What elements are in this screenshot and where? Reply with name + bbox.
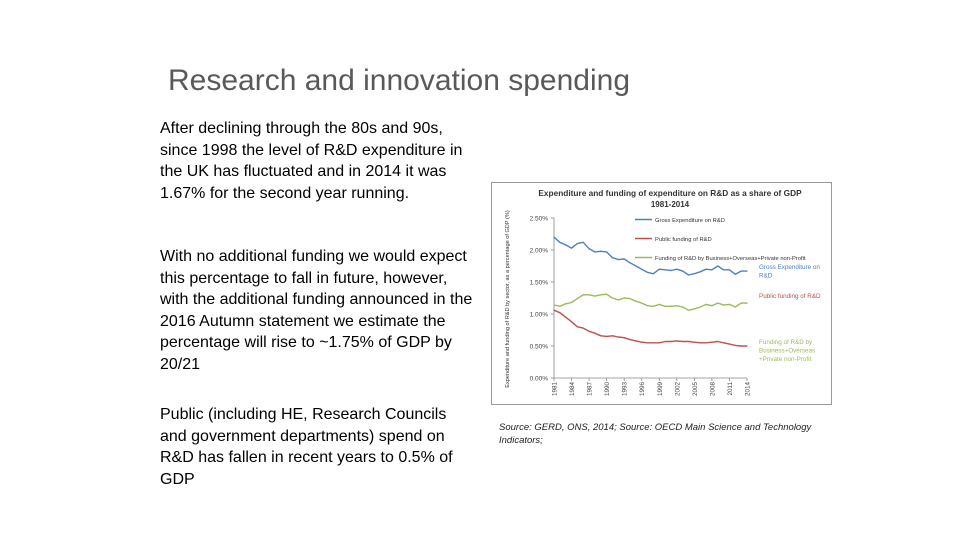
- data-point: [676, 269, 677, 270]
- data-point: [694, 342, 695, 343]
- data-point: [612, 335, 613, 336]
- data-point: [682, 341, 683, 342]
- series-end-label: R&D: [759, 272, 773, 280]
- paragraph-forecast: With no additional funding we would expect this percentage to fall in future, however, with the additional funding announced in the 2016 Autumn statement we estimate the percentage will rise to ~1.75% of GDP by 20/21: [160, 248, 473, 373]
- data-point: [670, 306, 671, 307]
- data-point: [735, 274, 736, 275]
- data-point: [583, 242, 584, 243]
- x-tick-label: 1981: [551, 382, 559, 397]
- data-point: [741, 345, 742, 346]
- data-point: [635, 265, 636, 266]
- chart-title: Expenditure and funding of expenditure on R&D as a share of GDP: [538, 188, 802, 198]
- data-point: [665, 269, 666, 270]
- data-point: [553, 304, 554, 305]
- data-point: [741, 303, 742, 304]
- data-point: [624, 297, 625, 298]
- data-point: [600, 251, 601, 252]
- data-point: [717, 265, 718, 266]
- data-point: [688, 274, 689, 275]
- data-point: [618, 299, 619, 300]
- data-point: [583, 327, 584, 328]
- data-point: [676, 340, 677, 341]
- data-point: [571, 302, 572, 303]
- data-point: [694, 273, 695, 274]
- data-point: [735, 345, 736, 346]
- data-point: [641, 303, 642, 304]
- data-point: [594, 295, 595, 296]
- data-point: [676, 305, 677, 306]
- data-point: [606, 251, 607, 252]
- y-tick-label: 1.00%: [529, 311, 548, 319]
- chart-subtitle: 1981-2014: [650, 200, 690, 209]
- data-point: [635, 340, 636, 341]
- data-point: [659, 342, 660, 343]
- legend-label: Funding of R&D by Business+Overseas+Private non-Profit: [655, 256, 806, 262]
- source-note: Source: GERD, ONS, 2014; Source: OECD Main Science and Technology Indicators;: [499, 422, 812, 446]
- legend-label: Public funding of R&D: [655, 237, 712, 243]
- slide-title: Research and innovation spending: [168, 64, 630, 97]
- data-point: [705, 269, 706, 270]
- data-point: [594, 251, 595, 252]
- data-point: [729, 269, 730, 270]
- y-tick-label: 1.50%: [529, 279, 548, 287]
- y-tick-label: 0.00%: [529, 375, 548, 383]
- y-axis-title: Expenditure and funding of R&D by sector, as a percentage of GDP (%): [505, 210, 511, 388]
- x-tick-label: 1987: [586, 382, 594, 397]
- legend-label: Gross Expenditure on R&D: [655, 218, 725, 224]
- data-point: [629, 262, 630, 263]
- paragraph-public-spend: Public (including HE, Research Councils and government departments) spend on R&D has fallen in recent years to 0.5% of GDP: [160, 406, 453, 488]
- x-tick-label: 1993: [621, 382, 629, 397]
- data-point: [606, 294, 607, 295]
- data-point: [559, 306, 560, 307]
- data-point: [583, 294, 584, 295]
- series-end-label: +Private non-Profit: [759, 356, 812, 363]
- data-point: [577, 326, 578, 327]
- y-tick-label: 2.50%: [529, 215, 548, 223]
- data-point: [711, 269, 712, 270]
- data-point: [647, 305, 648, 306]
- data-point: [577, 298, 578, 299]
- x-tick-label: 2011: [726, 382, 734, 396]
- data-point: [635, 301, 636, 302]
- data-point: [553, 237, 554, 238]
- data-point: [559, 312, 560, 313]
- data-point: [700, 342, 701, 343]
- data-point: [711, 342, 712, 343]
- data-point: [694, 308, 695, 309]
- x-tick-label: 2002: [674, 382, 682, 397]
- data-point: [577, 243, 578, 244]
- data-point: [647, 342, 648, 343]
- data-point: [700, 271, 701, 272]
- data-point: [565, 244, 566, 245]
- data-point: [659, 304, 660, 305]
- y-tick-label: 2.00%: [529, 247, 548, 255]
- data-point: [682, 306, 683, 307]
- data-point: [641, 269, 642, 270]
- data-point: [741, 271, 742, 272]
- data-point: [647, 272, 648, 273]
- data-point: [729, 343, 730, 344]
- data-point: [717, 303, 718, 304]
- data-point: [700, 306, 701, 307]
- data-point: [618, 336, 619, 337]
- data-point: [688, 341, 689, 342]
- x-tick-label: 2008: [709, 382, 717, 397]
- data-point: [746, 345, 747, 346]
- data-point: [559, 242, 560, 243]
- data-point: [618, 259, 619, 260]
- data-point: [711, 305, 712, 306]
- series-line: [554, 294, 747, 310]
- data-point: [723, 269, 724, 270]
- data-point: [665, 341, 666, 342]
- data-point: [723, 304, 724, 305]
- data-point: [659, 269, 660, 270]
- paragraph-decline: After declining through the 80s and 90s, since 1998 the level of R&D expenditure in the UK has fluctuated and in 2014 it was 1.67% for the second year running.: [160, 120, 463, 202]
- data-point: [629, 298, 630, 299]
- data-point: [612, 297, 613, 298]
- data-point: [588, 248, 589, 249]
- data-point: [565, 303, 566, 304]
- data-point: [629, 339, 630, 340]
- data-point: [553, 310, 554, 311]
- data-point: [653, 273, 654, 274]
- x-tick-label: 1984: [569, 382, 577, 397]
- data-point: [571, 247, 572, 248]
- rd-gdp-chart: [491, 182, 832, 405]
- data-point: [600, 294, 601, 295]
- data-point: [606, 336, 607, 337]
- data-point: [670, 270, 671, 271]
- data-point: [624, 337, 625, 338]
- data-point: [729, 304, 730, 305]
- data-point: [746, 303, 747, 304]
- data-point: [565, 317, 566, 318]
- x-tick-label: 2014: [744, 382, 752, 397]
- x-tick-label: 1996: [639, 382, 647, 397]
- data-point: [588, 294, 589, 295]
- data-point: [735, 306, 736, 307]
- data-point: [723, 342, 724, 343]
- data-point: [571, 321, 572, 322]
- data-point: [705, 304, 706, 305]
- data-point: [717, 341, 718, 342]
- x-tick-label: 1990: [604, 382, 612, 397]
- series-end-label: Public funding of R&D: [759, 293, 821, 300]
- data-point: [624, 258, 625, 259]
- data-point: [612, 257, 613, 258]
- chart-svg: [492, 183, 831, 404]
- data-point: [588, 331, 589, 332]
- data-point: [682, 271, 683, 272]
- data-point: [653, 342, 654, 343]
- data-point: [641, 342, 642, 343]
- data-point: [665, 306, 666, 307]
- data-point: [600, 335, 601, 336]
- x-tick-label: 2005: [691, 382, 699, 397]
- series-end-label: Gross Expenditure on: [759, 264, 820, 271]
- data-point: [688, 310, 689, 311]
- data-point: [705, 342, 706, 343]
- x-tick-label: 1999: [656, 382, 664, 397]
- series-end-label: Business+Overseas: [759, 347, 816, 355]
- data-point: [746, 271, 747, 272]
- data-point: [594, 333, 595, 334]
- data-point: [653, 306, 654, 307]
- y-tick-label: 0.50%: [529, 343, 548, 351]
- series-end-label: Funding of R&D by: [759, 339, 813, 346]
- data-point: [670, 341, 671, 342]
